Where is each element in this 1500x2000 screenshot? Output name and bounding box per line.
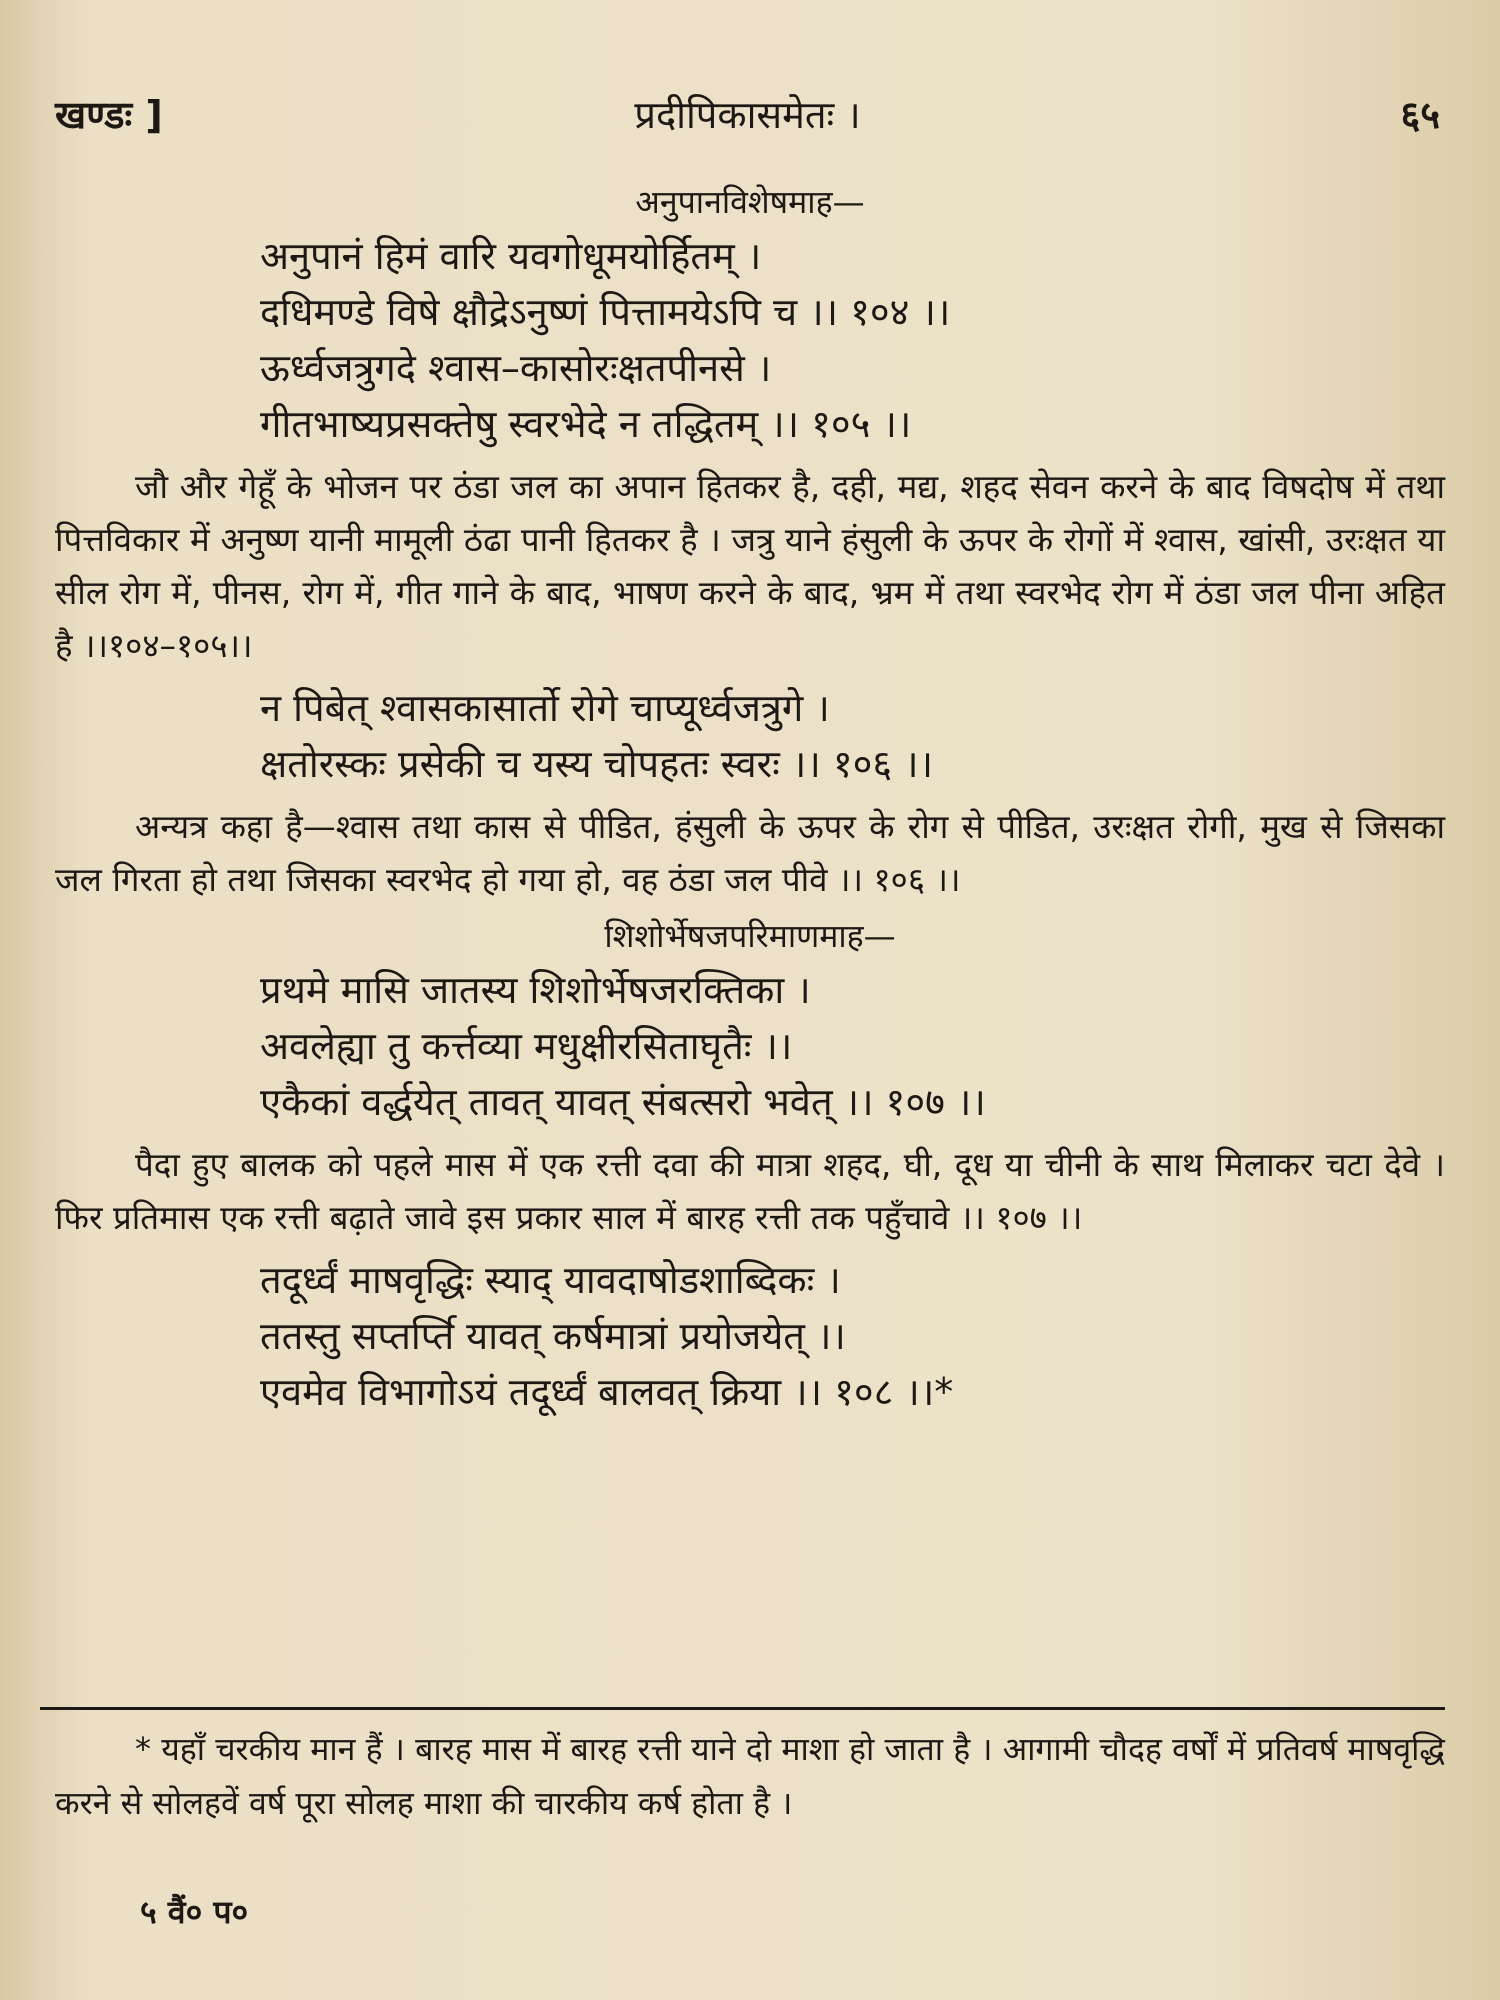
verse-line: एकैकां वर्द्धयेत् तावत् यावत् संबत्सरो भवेत् ।। १०७ ।। [260,1080,986,1124]
verse-line: प्रथमे मासि जातस्य शिशोर्भेषजरक्तिका । [260,968,811,1012]
header-section-label: खण्डः ] [55,93,163,137]
signature-mark: ५ वैं० प० [140,1893,249,1931]
footnote: * यहाँ चरकीय मान हैं । बारह मास में बारह रत्ती याने दो माशा हो जाता है । आगामी चौदह वर्षों में प्रतिवर्ष माषवृद्धि करने से सोलहवें वर्ष पूरा सोलह माशा की चारकीय कर्ष होता है । [55,1730,1445,1822]
verse-line: ततस्तु सप्तर्प्ति यावत् कर्षमात्रां प्रयोजयेत् ।। [260,1314,846,1358]
verse-line: न पिबेत् श्वासकासार्तो रोगे चाप्यूर्ध्वजत्रुगे । [260,686,830,730]
verse-line: क्षतोरस्कः प्रसेकी च यस्य चोपहतः स्वरः ।। १०६ ।। [260,742,933,786]
page-number: ६५ [1400,93,1440,137]
page-header [55,88,1440,138]
verse-line: अवलेह्या तु कर्त्तव्या मधुक्षीरसिताघृतैः ।। [260,1024,793,1068]
section-heading: शिशोर्भेषजपरिमाणमाह— [604,917,896,955]
commentary-paragraph: जौ और गेहूँ के भोजन पर ठंडा जल का अपान हितकर है, दही, मद्य, शहद सेवन करने के बाद विषदोष में तथा पित्तविकार में अनुष्ण यानी मामूली ठंढा पानी हितकर है । जत्रु याने हंसुली के ऊपर के रोगों में श्वास, खांसी, उरःक्षत या सील रोग में, पीनस, रोग में, गीत गाने के बाद, भाषण करने के बाद, भ्रम में तथा स्वरभेद रोग में ठंडा जल पीना अहित है ।।१०४–१०५।। [55,467,1445,665]
verse-line: ऊर्ध्वजत्रुगदे श्वास–कासोरःक्षतपीनसे । [260,346,772,390]
footnote-divider [40,1707,1445,1710]
header-title: प्रदीपिकासमेतः । [634,93,861,137]
verse-line: एवमेव विभागोऽयं तदूर्ध्वं बालवत् क्रिया ।। १०८ ।।* [260,1370,954,1414]
verse-line: दधिमण्डे विषे क्षौद्रेऽनुष्णं पित्तामयेऽपि च ।। १०४ ।। [260,290,951,334]
verse-line: गीतभाष्यप्रसक्तेषु स्वरभेदे न तद्धितम् ।। १०५ ।। [260,402,912,446]
commentary-paragraph: पैदा हुए बालक को पहले मास में एक रत्ती दवा की मात्रा शहद, घी, दूध या चीनी के साथ मिलाकर चटा देवे । फिर प्रतिमास एक रत्ती बढ़ाते जावे इस प्रकार साल में बारह रत्ती तक पहुँचावे ।। १०७ ।। [55,1145,1445,1237]
verse-line: तदूर्ध्वं माषवृद्धिः स्याद् यावदाषोडशाब्दिकः । [260,1258,841,1302]
commentary-paragraph: अन्यत्र कहा है—श्वास तथा कास से पीडित, हंसुली के ऊपर के रोग से पीडित, उरःक्षत रोगी, मुख से जिसका जल गिरता हो तथा जिसका स्वरभेद हो गया हो, वह ठंडा जल पीवे ।। १०६ ।। [55,807,1445,899]
section-heading: अनुपानविशेषमाह— [635,183,865,221]
verse-line: अनुपानं हिमं वारि यवगोधूमयोर्हितम् । [260,234,762,278]
page-content [55,180,1445,1420]
